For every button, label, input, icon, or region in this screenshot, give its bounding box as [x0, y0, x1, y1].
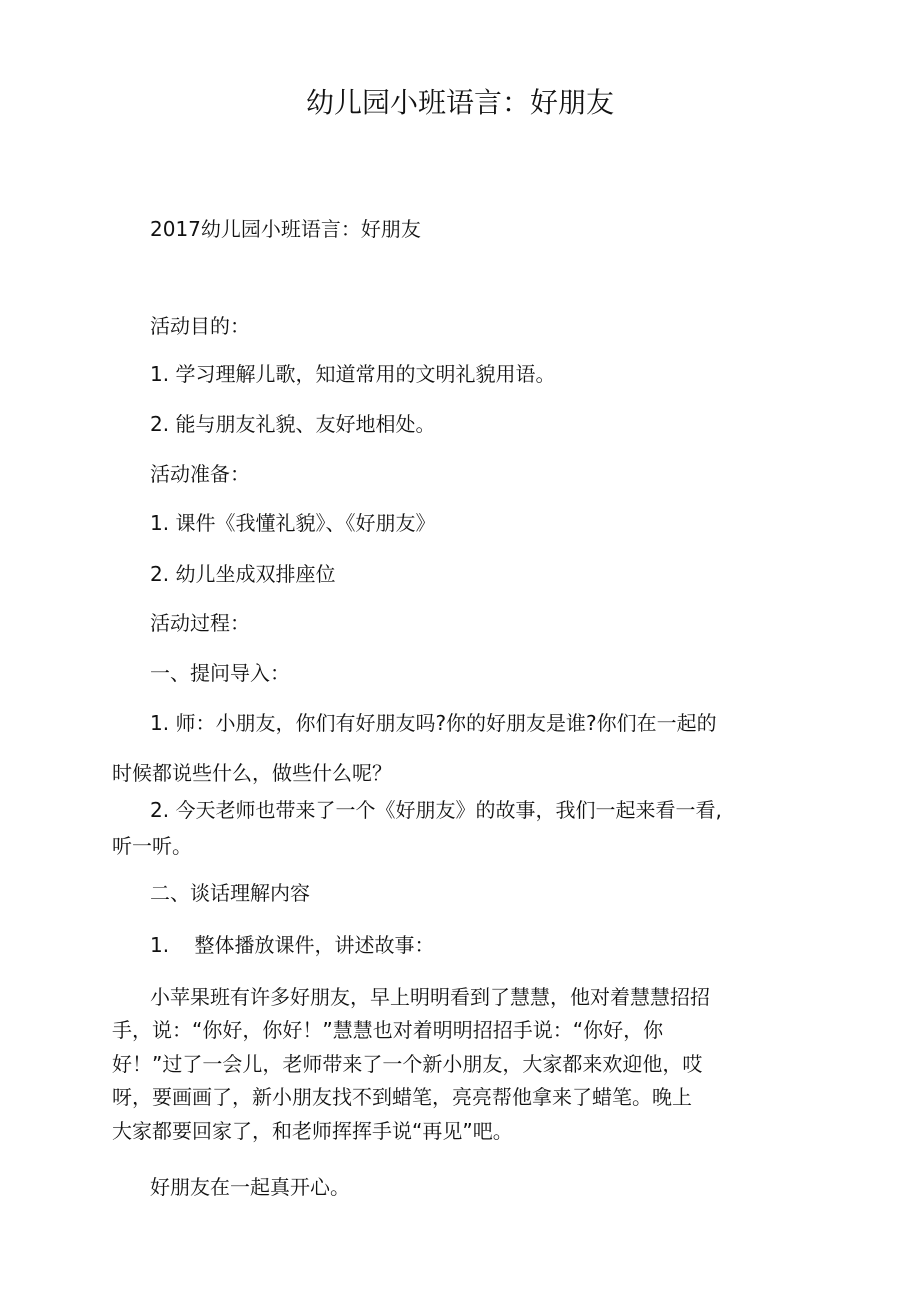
story-paragraph: 手，说：“你好，你好！”慧慧也对着明明招招手说：“你好，你 [112, 1018, 664, 1042]
paragraph: 1. 师：小朋友，你们有好朋友吗?你的好朋友是谁?你们在一起的 [150, 711, 717, 735]
paragraph: 听一听。 [112, 834, 192, 858]
subtitle: 2017幼儿园小班语言：好朋友 [150, 217, 421, 241]
paragraph: 好朋友在一起真开心。 [150, 1175, 350, 1199]
story-paragraph: 小苹果班有许多好朋友，早上明明看到了慧慧，他对着慧慧招招 [150, 985, 710, 1009]
section-heading: 活动准备： [150, 462, 250, 486]
paragraph: 1. 整体播放课件，讲述故事： [150, 933, 435, 957]
section-heading: 活动过程： [150, 611, 250, 635]
paragraph: 2. 能与朋友礼貌、友好地相处。 [150, 412, 436, 436]
paragraph: 1. 课件《我懂礼貌》、《好朋友》 [150, 511, 436, 535]
story-paragraph: 大家都要回家了，和老师挥挥手说“再见”吧。 [112, 1119, 513, 1143]
paragraph: 2. 今天老师也带来了一个《好朋友》的故事，我们一起来看一看, [150, 798, 722, 822]
story-paragraph: 好！”过了一会儿，老师带来了一个新小朋友，大家都来欢迎他，哎 [112, 1052, 703, 1076]
story-paragraph: 呀，要画画了，新小朋友找不到蜡笔，亮亮帮他拿来了蜡笔。晚上 [112, 1085, 692, 1109]
section-heading: 一、提问导入： [150, 661, 290, 685]
section-heading: 活动目的： [150, 314, 250, 338]
document-title: 幼儿园小班语言：好朋友 [305, 86, 614, 119]
section-heading: 二、谈话理解内容 [150, 881, 310, 905]
paragraph: 2. 幼儿坐成双排座位 [150, 562, 336, 586]
paragraph: 时候都说些什么，做些什么呢？ [112, 761, 392, 785]
paragraph: 1. 学习理解儿歌，知道常用的文明礼貌用语。 [150, 362, 556, 386]
